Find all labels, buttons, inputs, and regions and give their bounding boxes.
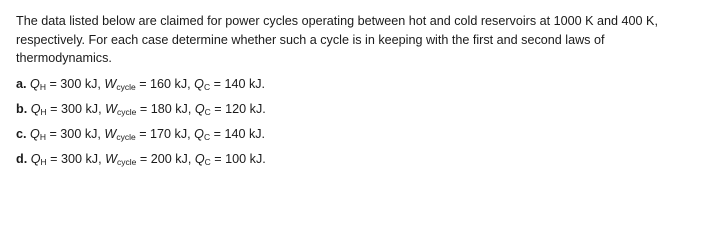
work-value: = 180 kJ, — [139, 101, 192, 116]
work-value: = 200 kJ, — [139, 151, 192, 166]
heat-in-symbol: $Q_H$ — [30, 101, 47, 117]
case-item-b — [16, 101, 692, 118]
heat-in-symbol: $Q_H$ — [30, 151, 47, 167]
heat-out-symbol: $Q_C$ — [194, 151, 211, 167]
heat-out-symbol: $Q_C$ — [194, 76, 211, 92]
case-item-d — [16, 151, 692, 168]
heat-out-value: = 100 kJ. — [214, 151, 266, 166]
case-item-c — [16, 126, 692, 143]
work-symbol: $W_{cycle}$ — [104, 126, 136, 142]
case-letter: d. — [16, 151, 28, 166]
heat-in-symbol: $Q_H$ — [30, 126, 46, 142]
case-item-a — [16, 76, 692, 93]
problem-statement — [16, 12, 692, 176]
heat-out-value: = 140 kJ. — [213, 76, 266, 91]
heat-in-symbol: $Q_H$ — [30, 76, 46, 92]
case-list — [16, 76, 692, 168]
heat-out-value: = 120 kJ. — [214, 101, 266, 116]
work-value: = 160 kJ, — [139, 76, 191, 91]
case-letter: a. — [16, 76, 27, 91]
work-symbol: $W_{cycle}$ — [105, 151, 137, 167]
problem-intro-text: The data listed below are claimed for power cycles operating between hot and cold reservoirs at 1000 K and 400 K, respectively. For each case determine whether such a cycle is in keeping with the first and second laws of thermodynamics. — [16, 14, 658, 65]
work-symbol: $W_{cycle}$ — [105, 101, 137, 117]
heat-in-value: = 300 kJ, — [50, 101, 102, 116]
heat-in-value: = 300 kJ, — [49, 76, 101, 91]
case-letter: c. — [16, 126, 27, 141]
heat-in-value: = 300 kJ, — [49, 126, 101, 141]
heat-in-value: = 300 kJ, — [50, 151, 102, 166]
heat-out-symbol: $Q_C$ — [194, 101, 211, 117]
case-letter: b. — [16, 101, 28, 116]
work-symbol: $W_{cycle}$ — [104, 76, 136, 92]
work-value: = 170 kJ, — [139, 126, 191, 141]
heat-out-value: = 140 kJ. — [213, 126, 266, 141]
heat-out-symbol: $Q_C$ — [194, 126, 211, 142]
